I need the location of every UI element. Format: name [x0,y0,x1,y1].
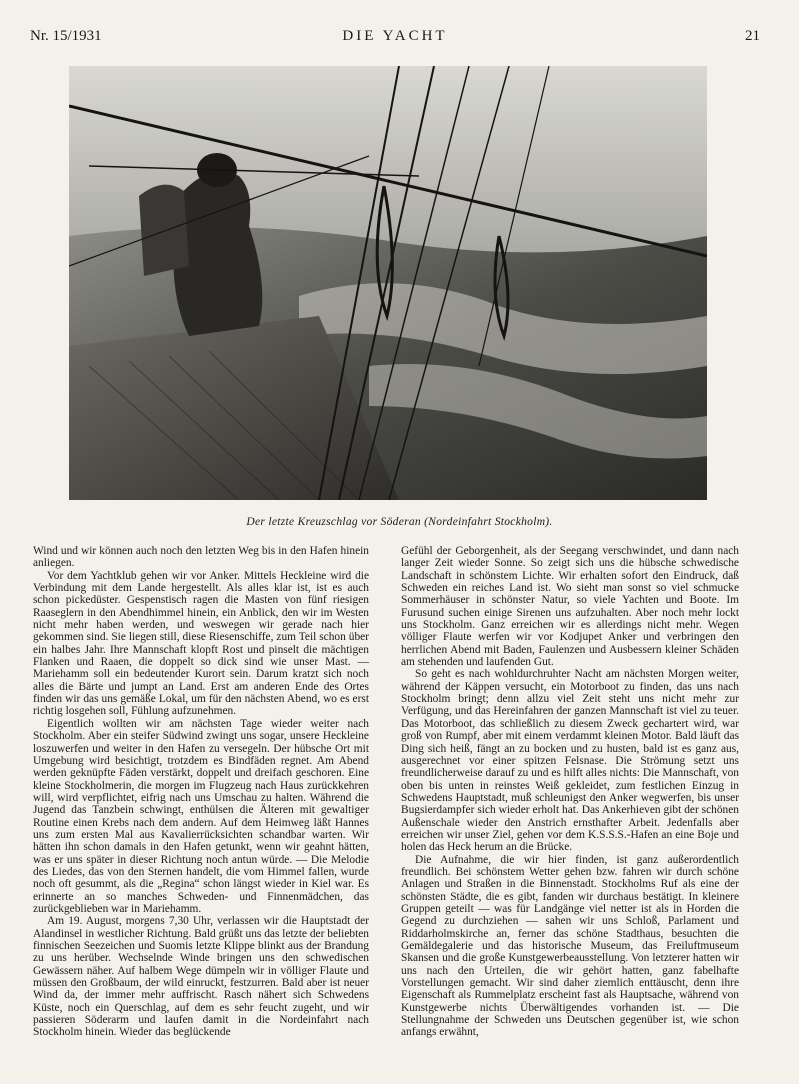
paragraph: So geht es nach wohldurchruhter Nacht am nächsten Morgen weiter, während der Käppen versucht, ein Motorboot zu finden, das uns nach Stockholm bringt; denn allzu viel Zeit steht uns nicht mehr zur Verfügung, und das Hereinfahren der ganzen Mannschaft ist viel zu teuer. Das Motorboot, das schließlich zu diesem Zweck gechartert wird, war groß von Rumpf, aber mit einem verdammt kleinen Motor. Bald läuft das Ding sich heiß, fängt an zu bocken und zu husten, bald ist es ganz aus, ausgerechnet vor einer spitzen Felsnase. Die Strömung setzt uns freundlicherweise darauf zu und es hilft alles nichts: Die Mannschaft, von oben bis unten in reinstes Weiß gekleidet, zum festlichen Einzug in Schwedens Hauptstadt, muß schleunigst den Anker wegwerfen, bis unser Bugsierdampfer sich wieder erholt hat. Das Ankerhieven gibt der schönen Außenschale wieder den Anstrich ernsthafter Arbeit. Jedenfalls aber erreichen wir unser Ziel, gehen vor dem K.S.S.S.-Hafen an eine Boje und holen das Heck herum an die Brücke. [401,668,739,854]
page-header [30,28,760,48]
paragraph: Am 19. August, morgens 7,30 Uhr, verlassen wir die Hauptstadt der Alandinsel in westlicher Richtung. Bald grüßt uns das letzte der beliebten finnischen Seezeichen und Suomis letzte Klippe blinkt aus der Brandung zu uns herüber. Wechselnde Winde bringen uns den schwedischen Gewässern näher. Auf halbem Wege dümpeln wir in völliger Flaute und müssen den Großbaum, der wild einruckt, festzurren. Bald aber ist neuer Wind da, der immer mehr auffrischt. Rasch nähert sich Schwedens Küste, noch ein Querschlag, auf dem es sehr feucht zugeht, und wir passieren Söderarm und laufen damit in die Nordeinfahrt nach Stockholm hinein. Wieder das beglückende [33,915,369,1039]
magazine-title: DIE YACHT [342,28,448,44]
paragraph: Die Aufnahme, die wir hier finden, ist ganz außerordentlich freundlich. Bei schönstem Wetter gehen bzw. fahren wir durch schöne Anlagen und Straßen in die Binnenstadt. Stockholms Ruf als eine der schönsten Städte, die es gibt, fanden wir durchaus bestätigt. In kleinere Gruppen geteilt — was für Landgänge viel netter ist als in Horden die Gegend zu durchziehen — sahen wir uns Schloß, Parlament und Riddarholmskirche an, ferner das schöne Stadthaus, besuchten die Gemäldegalerie und das historische Museum, das Freiluftmuseum Skansen und die große Kunstgewerbeausstellung. Von letzterer hatten wir uns nach den Urteilen, die wir gehört hatten, ganz fabelhafte Vorstellungen gemacht. Wir sind daher ziemlich enttäuscht, denn ihre Eigenschaft als Rummelplatz erscheint fast als Hauptsache, während von Kunstgewerbe nichts Überwältigendes vorhanden ist. — Die Stellungnahme der Schweden uns Deutschen gegenüber ist, wie schon anfangs erwähnt, [401,853,739,1039]
paragraph: Eigentlich wollten wir am nächsten Tage wieder weiter nach Stockholm. Aber ein steifer Südwind zwingt uns sogar, unsere Heckleine loszuwerfen und weiter in den Hafen zu versegeln. Der hübsche Ort mit Umgebung wird besichtigt, trotzdem es Bindfäden regnet. Am Abend werden geknüpfte Fäden verstärkt, doppelt und dreifach geschoren. Eine kleine Stockholmerin, die morgen im Flugzeug nach Haus zurückkehren will, wird verpflichtet, eifrig nach uns Umschau zu halten. Während die Jugend das Tanzbein schwingt, enthülsen die Älteren mit gewaltiger Routine einen Krebs nach dem andern. Auf dem Heimweg läßt Hannes uns zum ersten Mal aus Kavalierrücksichten schandbar warten. Wir hätten ihn schon damals in den Hafen getunkt, wenn wir geahnt hätten, was er uns später in dieser Richtung noch antun würde. — Die Melodie des Liedes, das von den Sternen handelt, die vom Himmel fallen, wurde noch oft gesummt, als die „Regina“ schon längst wieder in Kiel war. Es erinnerte an so manches Schweden- und Finnenmädchen, das zurückgeblieben war in Mariehamm. [33,717,369,915]
photo-caption: Der letzte Kreuzschlag vor Söderan (Nordeinfahrt Stockholm). [246,516,553,528]
left-text-column [33,545,369,1039]
paragraph: Vor dem Yachtklub gehen wir vor Anker. Mittels Heckleine wird die Verbindung mit dem Lande hergestellt. Als alles klar ist, ist es auch schon pickedüster. Gespenstisch ragen die Masten von fünf riesigen Raaseglern in den Abendhimmel hinein, ein Anblick, den wir im Westen nicht mehr haben werden, und weswegen wir gerade nach hier gekommen sind. Sie liegen still, diese Riesenschiffe, zum Teil schon über ein halbes Jahr. Ihre Mannschaft klopft Rost und pinselt die mächtigen Flanken und Raaen, die doppelt so dick sind wie unser Mast. — Mariehamm soll ein bedeutender Kurort sein. Darum kratzt sich noch alles die Bärte und jumpt an Land. Erst am anderen Ende des Ortes finden wir das uns gemäße Lokal, um für den nächsten Abend, wo es erst richtig losgehen soll, Fühlung aufzunehmen. [33,569,369,718]
sailing-photograph [69,66,707,500]
right-text-column [401,545,739,1039]
page-number: 21 [745,28,760,44]
issue-number: Nr. 15/1931 [30,28,102,44]
paragraph: Gefühl der Geborgenheit, als der Seegang verschwindet, und dann nach langer Zeit wieder Sonne. So zeigt sich uns die hübsche schwedische Landschaft in schönstem Lichte. Wir erhalten sofort den Eindruck, daß Schweden ein reiches Land ist. Wo sieht man sonst so viel schmucke Sommerhäuser in schönster Natur, so viele Yachten und Boote. Im Furusund suchen einige Sirenen uns aufzuhalten. Aber noch mehr lockt uns Stockholm. Ganz erreichen wir es allerdings nicht mehr. Wegen völliger Flaute werfen wir vor Kodjupet Anker und verbringen den herrlichen Abend mit Baden, Faulenzen und Ausbessern kleiner Schäden am stehenden und laufenden Gut. [401,545,739,669]
paragraph: Wind und wir können auch noch den letzten Weg bis in den Hafen hinein anliegen. [33,545,369,570]
